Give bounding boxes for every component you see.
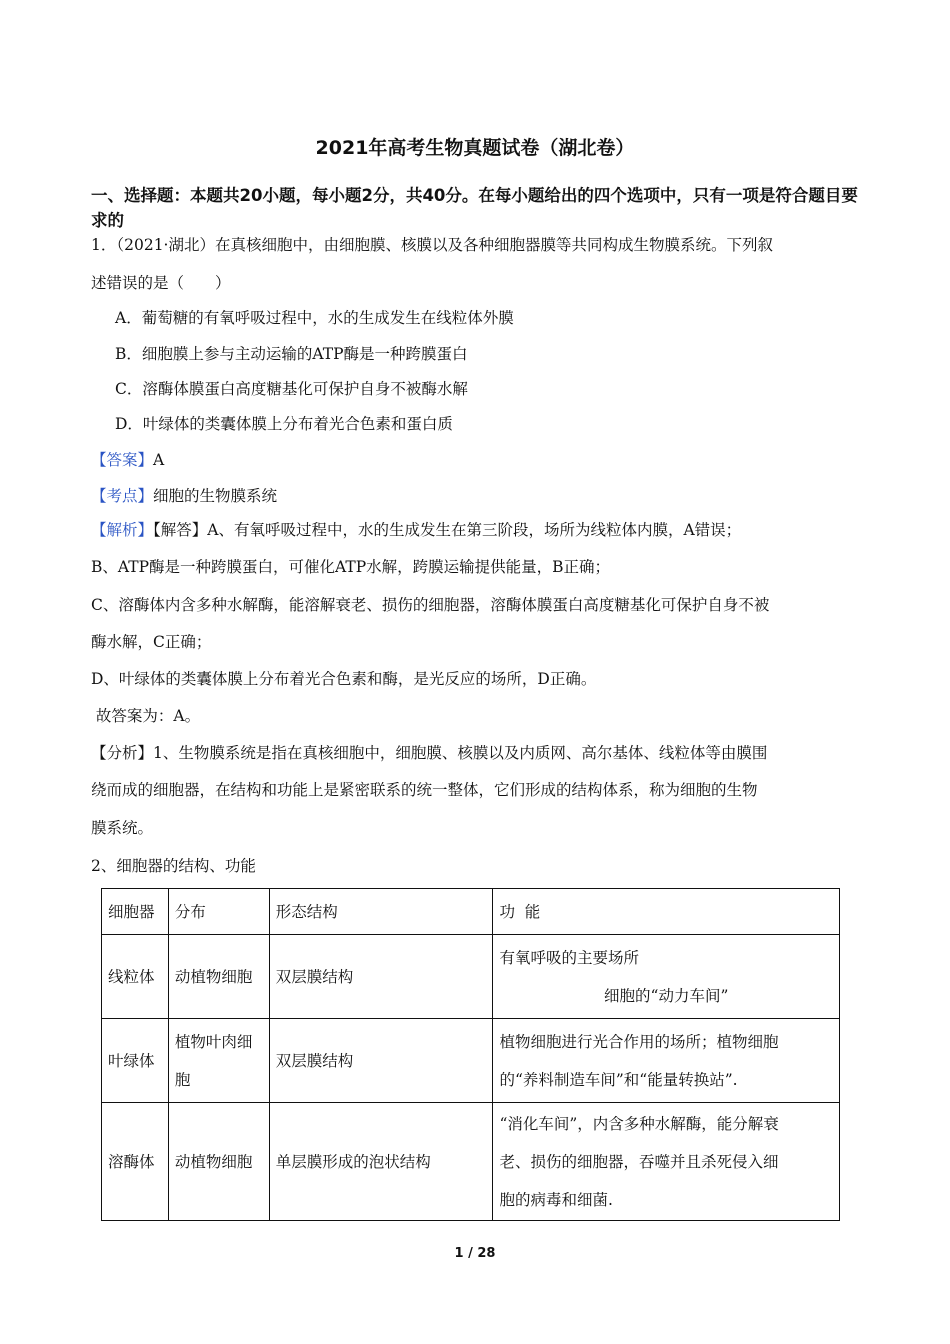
header-structure: 形态结构 bbox=[269, 889, 493, 935]
question-stem-line-2: 述错误的是（ ） bbox=[91, 274, 231, 292]
function-line: 老、损伤的细胞器，吞噬并且杀死侵入细 bbox=[499, 1152, 779, 1171]
distribution-line: 胞 bbox=[174, 1070, 191, 1089]
cell-structure: 单层膜形成的泡状结构 bbox=[269, 1103, 493, 1221]
analysis-line-c2: 酶水解，C正确； bbox=[91, 633, 212, 651]
topic-value: 细胞的生物膜系统 bbox=[153, 487, 278, 505]
cell-structure: 双层膜结构 bbox=[269, 1019, 493, 1103]
topic-tag: 【考点】 bbox=[91, 487, 154, 505]
analysis-explain-line-4: 2、细胞器的结构、功能 bbox=[91, 857, 256, 875]
cell-distribution bbox=[168, 1019, 269, 1103]
topic-line bbox=[91, 485, 277, 507]
cell-function bbox=[493, 1019, 840, 1103]
section-heading: 一、选择题：本题共20小题，每小题2分，共40分。在每小题给出的四个选项中，只有一项是符合题目要求的 bbox=[91, 186, 858, 230]
cell-distribution: 动植物细胞 bbox=[168, 1103, 269, 1221]
cell-organelle: 线粒体 bbox=[102, 935, 169, 1019]
function-line: 植物细胞进行光合作用的场所；植物细胞 bbox=[499, 1032, 779, 1051]
cell-structure: 双层膜结构 bbox=[269, 935, 493, 1019]
answer-tag: 【答案】 bbox=[91, 451, 154, 469]
analysis-conclusion: 故答案为：A。 bbox=[91, 707, 201, 725]
cell-organelle: 溶酶体 bbox=[102, 1103, 169, 1221]
function-line: 胞的病毒和细菌. bbox=[499, 1190, 613, 1209]
organelle-table bbox=[101, 888, 840, 1221]
answer-line bbox=[91, 449, 164, 471]
analysis-line-b: B、ATP酶是一种跨膜蛋白，可催化ATP水解，跨膜运输提供能量，B正确； bbox=[91, 558, 611, 576]
cell-distribution: 动植物细胞 bbox=[168, 935, 269, 1019]
distribution-line: 植物叶肉细 bbox=[174, 1032, 253, 1051]
function-line: 的“养料制造车间”和“能量转换站”. bbox=[499, 1070, 738, 1089]
page-title: 2021年高考生物真题试卷（湖北卷） bbox=[315, 137, 635, 159]
cell-organelle: 叶绿体 bbox=[102, 1019, 169, 1103]
analysis-line-c1: C、溶酶体内含多种水解酶，能溶解衰老、损伤的细胞器，溶酶体膜蛋白高度糖基化可保护自身不被 bbox=[91, 596, 770, 614]
table-row bbox=[102, 1019, 840, 1103]
header-distribution: 分布 bbox=[168, 889, 269, 935]
function-line: “消化车间”，内含多种水解酶，能分解衰 bbox=[499, 1114, 779, 1133]
cell-function bbox=[493, 1103, 840, 1221]
analysis-tag: 【解析】 bbox=[91, 521, 154, 539]
analysis-explain-line-3: 膜系统。 bbox=[91, 819, 154, 837]
table-row bbox=[102, 1103, 840, 1221]
header-organelle: 细胞器 bbox=[102, 889, 169, 935]
page-number: 1 / 28 bbox=[454, 1246, 496, 1261]
option-a: A．葡萄糖的有氧呼吸过程中，水的生成发生在线粒体外膜 bbox=[115, 309, 514, 327]
option-b: B．细胞膜上参与主动运输的ATP酶是一种跨膜蛋白 bbox=[115, 345, 468, 363]
table-header-row bbox=[102, 889, 840, 935]
function-line: 有氧呼吸的主要场所 bbox=[499, 948, 639, 967]
analysis-explain-line-2: 绕而成的细胞器，在结构和功能上是紧密联系的统一整体，它们形成的结构体系，称为细胞的生物 bbox=[91, 781, 758, 799]
table-row bbox=[102, 935, 840, 1019]
analysis-line-1 bbox=[91, 519, 741, 541]
cell-function bbox=[493, 935, 840, 1019]
question-stem-line-1: 1．（2021·湖北）在真核细胞中，由细胞膜、核膜以及各种细胞器膜等共同构成生物膜系统。下列叙 bbox=[91, 236, 773, 254]
analysis-explain-line-1: 【分析】1、生物膜系统是指在真核细胞中，细胞膜、核膜以及内质网、高尔基体、线粒体等由膜围 bbox=[91, 744, 768, 762]
option-c: C．溶酶体膜蛋白高度糖基化可保护自身不被酶水解 bbox=[115, 380, 468, 398]
option-d: D．叶绿体的类囊体膜上分布着光合色素和蛋白质 bbox=[115, 415, 453, 433]
analysis-first: 【解答】A、有氧呼吸过程中，水的生成发生在第三阶段，场所为线粒体内膜，A错误； bbox=[153, 521, 742, 539]
answer-value: A bbox=[153, 451, 165, 469]
header-function: 功 能 bbox=[493, 889, 840, 935]
function-line: 细胞的“动力车间” bbox=[604, 986, 729, 1005]
analysis-line-d: D、叶绿体的类囊体膜上分布着光合色素和酶，是光反应的场所，D正确。 bbox=[91, 670, 597, 688]
